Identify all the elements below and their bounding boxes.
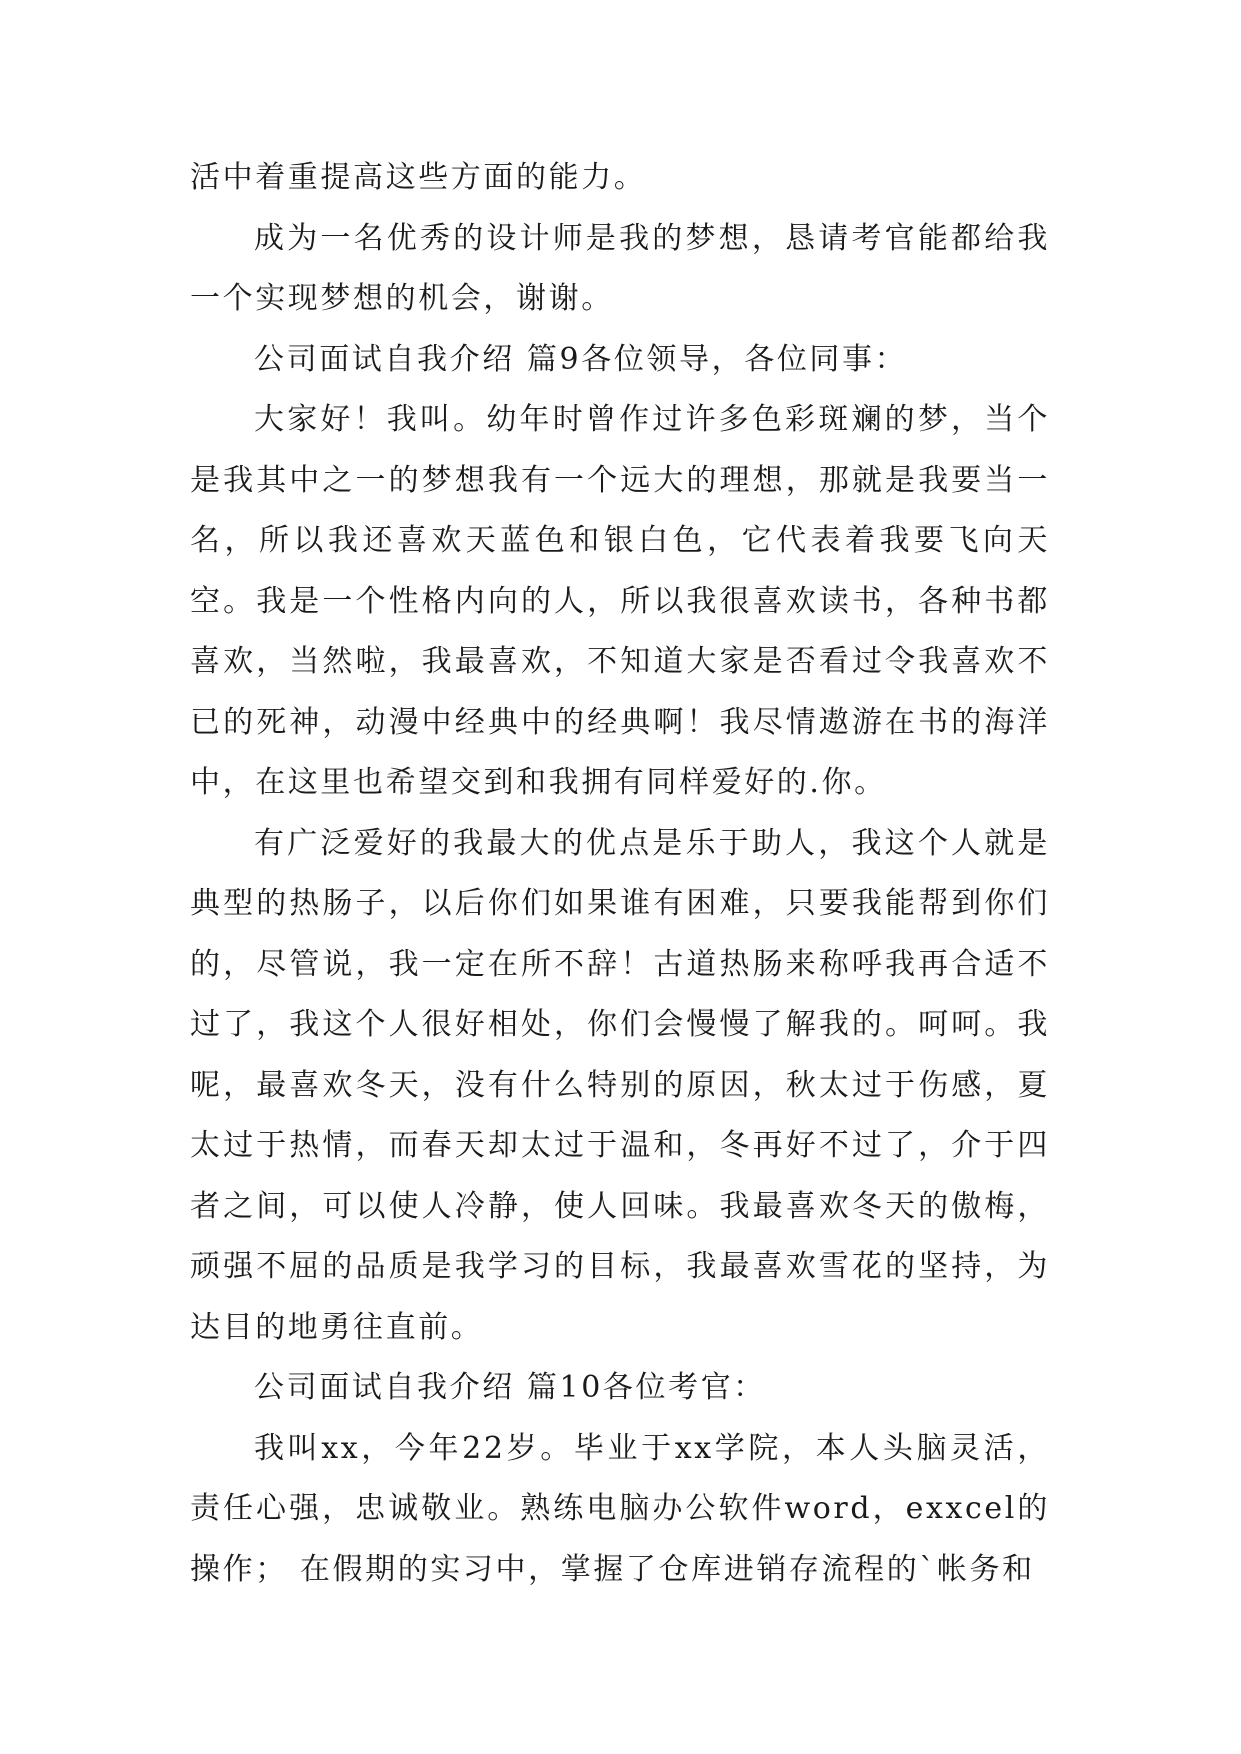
section-heading-10: 公司面试自我介绍 篇10各位考官： <box>254 1370 766 1405</box>
paragraph-4: 有广泛爱好的我最大的优点是乐于助人，我这个人就是典型的热肠子，以后你们如果谁有困难，只要我能帮到你们的，尽管说，我一定在所不辞！古道热肠来称呼我再合适不过了，我这个人很好相处，你们会慢慢了解我的。呵呵。我呢，最喜欢冬天，没有什么特别的原因，秋太过于伤感，夏太过于热情，而春天却太过于温和，冬再好不过了，介于四者之间，可以使人冷静，使人回味。我最喜欢冬天的傲梅，顽强不屈的品质是我学习的目标，我最喜欢雪花的坚持，为达目的地勇往直前。 <box>190 825 1050 1345</box>
paragraph-5: 我叫xx，今年22岁。毕业于xx学院，本人头脑灵活，责任心强，忠诚敬业。熟练电脑办公软件word，exxcel的操作； 在假期的实习中，掌握了仓库进销存流程的`帐务和 <box>190 1430 1050 1587</box>
paragraph-2: 成为一名优秀的设计师是我的梦想，恳请考官能都给我一个实现梦想的机会，谢谢。 <box>190 220 1050 316</box>
section-heading-9: 公司面试自我介绍 篇9各位领导，各位同事： <box>254 341 908 377</box>
paragraph-1: 活中着重提高这些方面的能力。 <box>190 160 647 195</box>
paragraph-3: 大家好！我叫。幼年时曾作过许多色彩斑斓的梦，当个是我其中之一的梦想我有一个远大的理想，那就是我要当一名，所以我还喜欢天蓝色和银白色，它代表着我要飞向天空。我是一个性格内向的人，所以我很喜欢读书，各种书都喜欢，当然啦，我最喜欢，不知道大家是否看过令我喜欢不已的死神，动漫中经典中的经典啊！我尽情遨游在书的海洋中，在这里也希望交到和我拥有同样爱好的.你。 <box>190 402 1050 800</box>
document-body <box>190 148 1050 1600</box>
